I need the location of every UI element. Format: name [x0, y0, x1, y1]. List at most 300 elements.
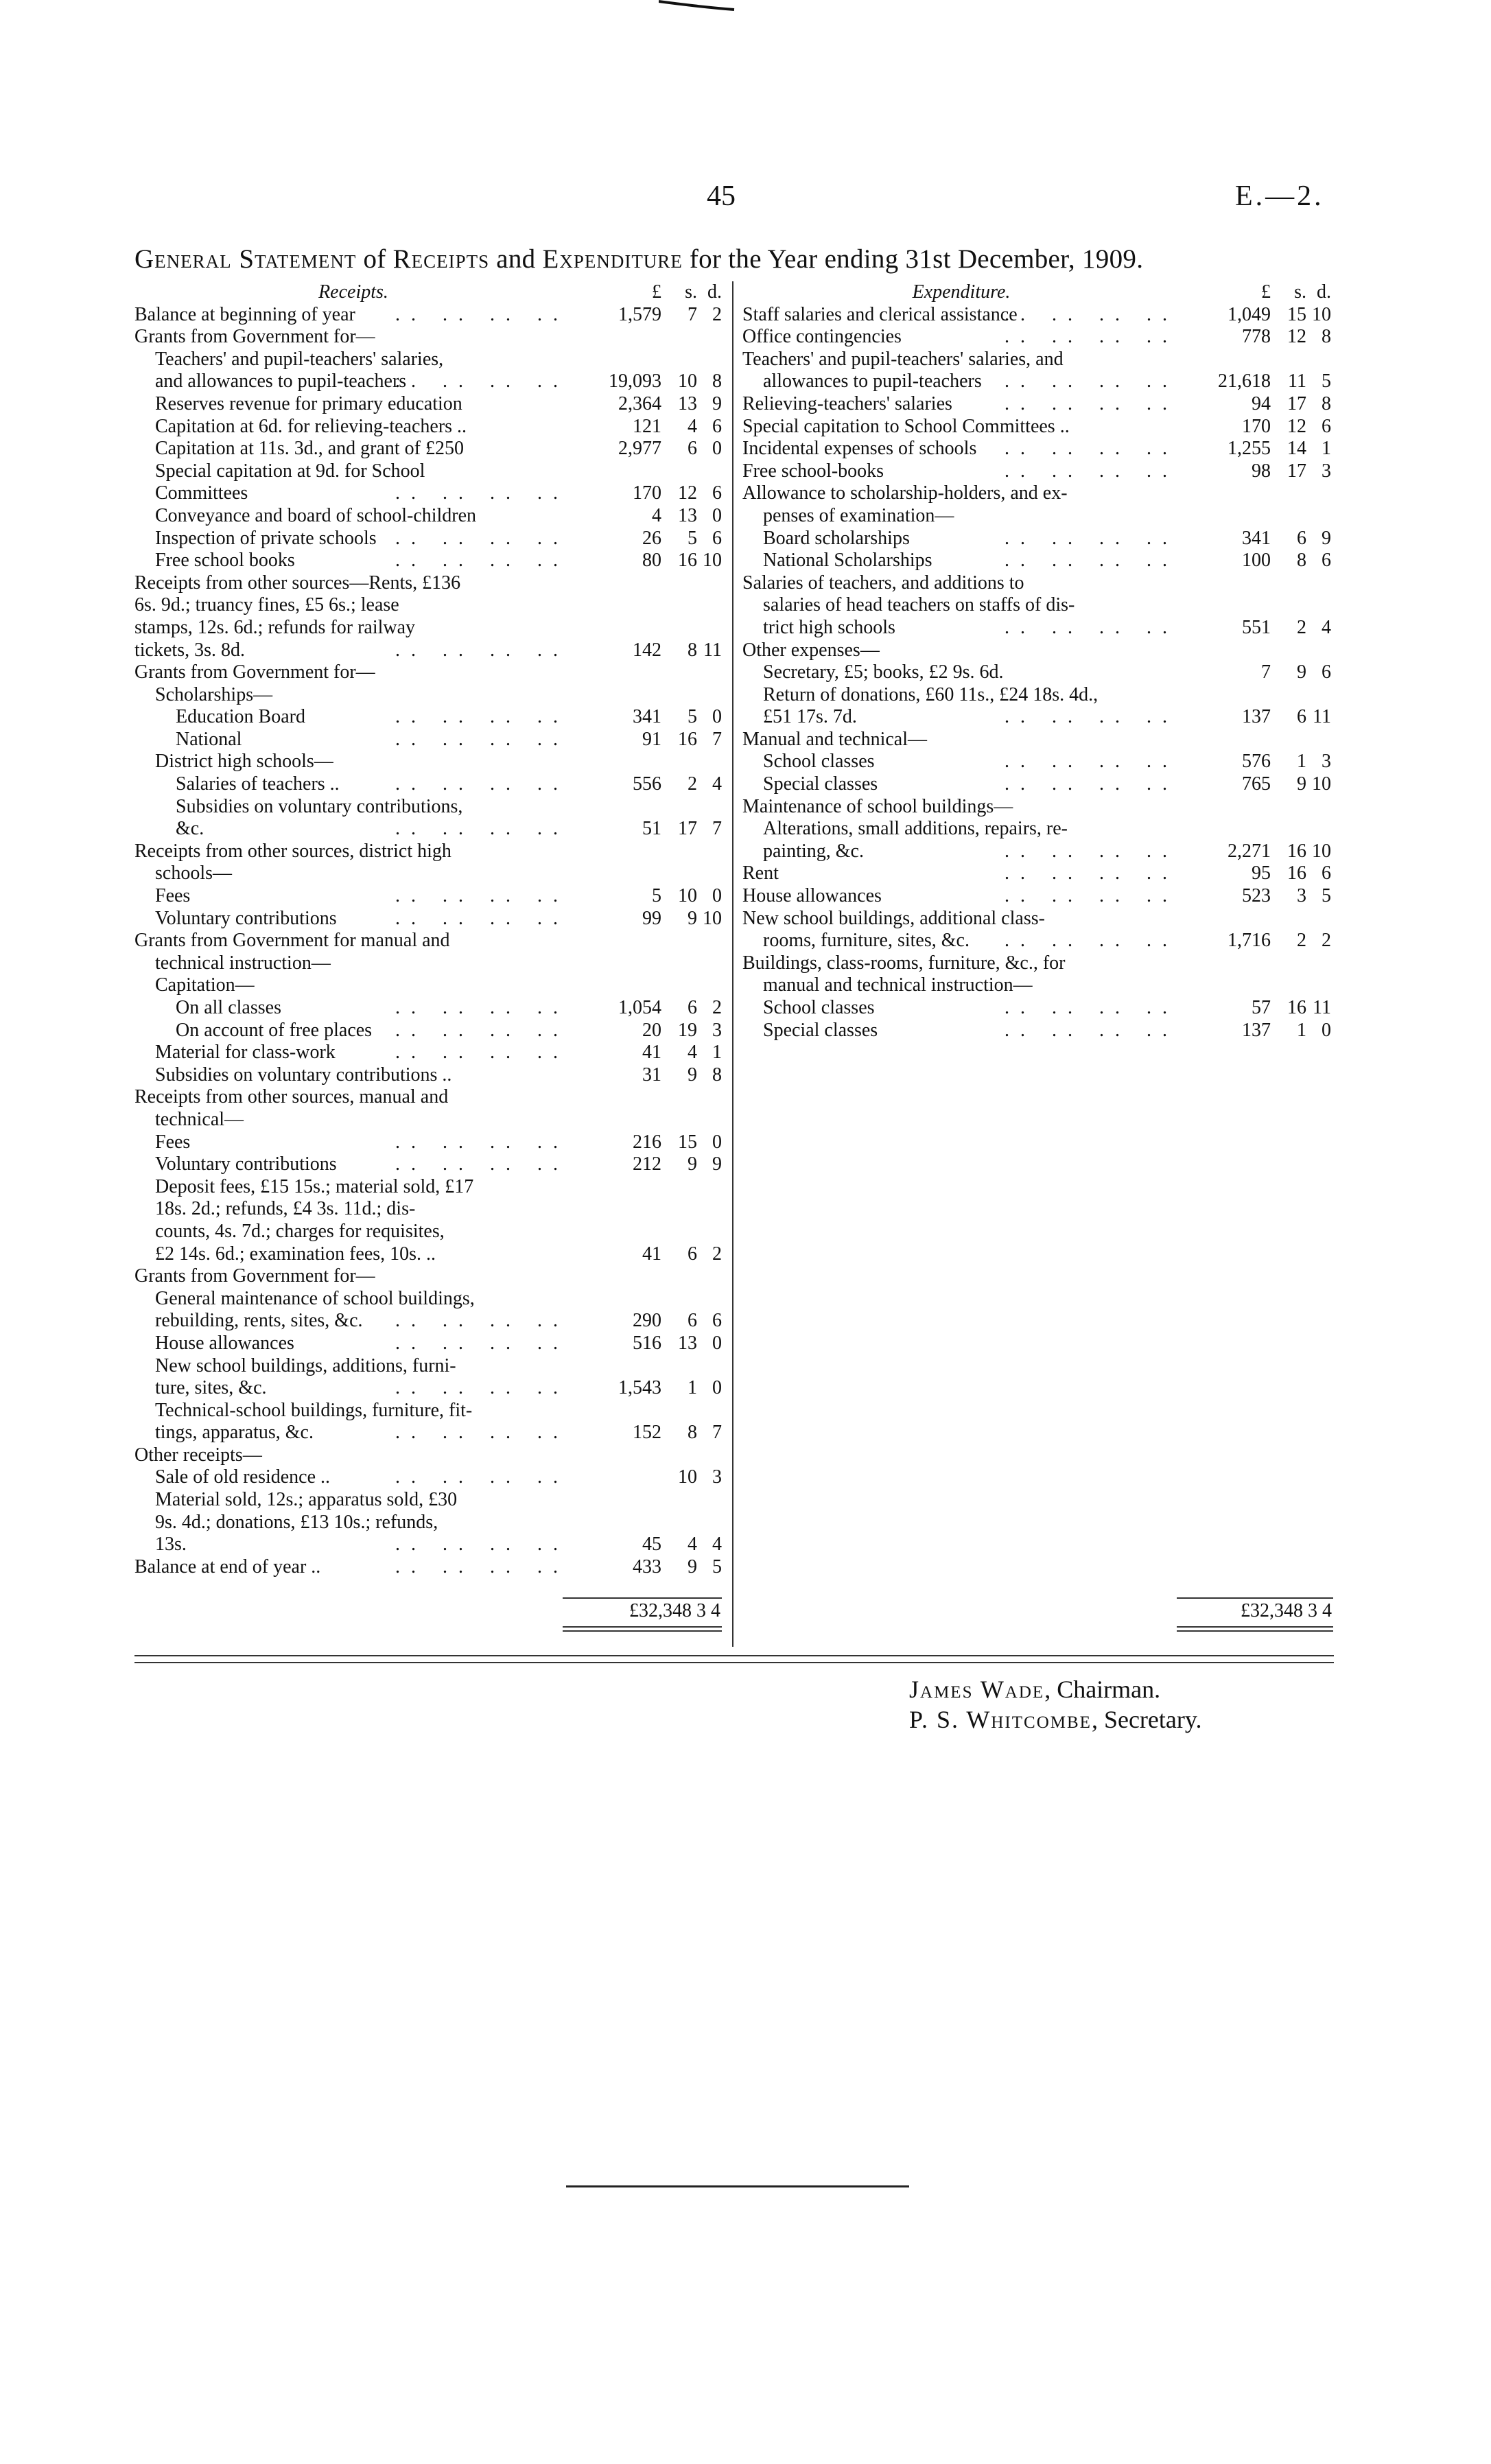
shillings-value: 8	[688, 1422, 697, 1444]
statement-title	[134, 244, 1342, 274]
shillings-value: 9	[688, 1064, 697, 1086]
receipt-amount	[572, 505, 723, 528]
shillings-value: 5	[688, 706, 697, 728]
receipt-label: stamps, 12s. 6d.; refunds for railway	[134, 616, 416, 638]
pounds-value: 21,618	[1218, 371, 1271, 392]
expenditure-row	[742, 1020, 1332, 1042]
expenditure-rows	[742, 304, 1332, 1042]
pounds-value: 576	[1242, 751, 1271, 773]
receipt-label: Voluntary contributions	[155, 907, 337, 929]
expenditure-row	[742, 482, 1332, 505]
receipt-label: Voluntary contributions	[155, 1153, 337, 1175]
expenditure-label: Rent	[742, 863, 779, 884]
shillings-value: 2	[688, 773, 697, 795]
pounds-value: 341	[633, 706, 661, 728]
receipt-row	[134, 1153, 723, 1176]
pence-value: 2	[712, 303, 722, 325]
pence-value: 1	[1322, 438, 1331, 460]
receipt-row	[134, 773, 723, 796]
pounds-value: 100	[1242, 550, 1271, 572]
expenditure-amount	[1182, 1020, 1332, 1042]
expenditure-row	[742, 640, 1332, 662]
pence-value: 10	[1312, 840, 1331, 862]
chairman-name: James Wade	[909, 1676, 1045, 1703]
expenditure-row	[742, 729, 1332, 751]
leader-dots: .. .. .. ..	[1005, 460, 1178, 482]
pounds-value: 20	[642, 1019, 661, 1041]
receipt-label: Capitation at 11s. 3d., and grant of £250	[155, 438, 464, 460]
receipt-row	[134, 841, 723, 863]
expenditure-label: salaries of head teachers on staffs of dis-	[763, 594, 1075, 616]
shillings-value: 6	[688, 1243, 697, 1265]
leader-dots: .. .. .. ..	[395, 818, 569, 840]
receipt-row	[134, 1444, 723, 1467]
expenditure-row	[742, 661, 1332, 684]
pence-value: 7	[712, 1422, 722, 1444]
pounds-value: 216	[633, 1131, 661, 1153]
leader-dots: .. .. .. ..	[395, 706, 569, 728]
expenditure-label: Staff salaries and clerical assistance	[742, 303, 1018, 325]
receipt-row	[134, 1310, 723, 1333]
receipt-label: rebuilding, rents, sites, &c.	[155, 1310, 363, 1332]
receipt-amount	[572, 1466, 723, 1489]
expenditure-row	[742, 393, 1332, 416]
receipt-row	[134, 729, 723, 751]
title-part: Receipts	[392, 244, 490, 274]
receipt-label: Material sold, 12s.; apparatus sold, £30	[155, 1489, 458, 1511]
receipt-label: ture, sites, &c.	[155, 1377, 267, 1399]
pence-value: 2	[712, 1243, 722, 1265]
receipt-amount	[572, 393, 723, 416]
expenditure-column	[742, 281, 1332, 1042]
receipt-label: Grants from Government for manual and	[134, 930, 450, 952]
leader-dots: .. .. .. ..	[395, 773, 569, 795]
shillings-value: 16	[678, 728, 697, 750]
pence-value: 5	[1322, 371, 1331, 392]
shillings-value: 6	[688, 997, 697, 1018]
receipt-amount	[572, 1422, 723, 1444]
receipt-amount	[572, 1556, 723, 1579]
receipt-label: 13s.	[155, 1534, 187, 1556]
pence-value: 11	[1313, 706, 1331, 728]
expenditure-amount	[1182, 304, 1332, 327]
expenditure-label: New school buildings, additional class-	[742, 907, 1045, 929]
expenditure-row	[742, 863, 1332, 885]
shillings-value: 6	[688, 1310, 697, 1332]
rule	[1177, 1630, 1333, 1632]
pence-value: 6	[712, 527, 722, 549]
shillings-value: 15	[678, 1131, 697, 1153]
pounds-value: 290	[633, 1310, 661, 1332]
receipt-amount	[572, 1042, 723, 1064]
chairman-role: , Chairman.	[1044, 1676, 1161, 1703]
pounds-header: £	[652, 281, 661, 303]
pounds-value: 1,255	[1228, 438, 1271, 460]
leader-dots: .. .. .. ..	[1005, 1019, 1178, 1041]
receipt-label: Subsidies on voluntary contributions ..	[155, 1064, 452, 1086]
pounds-value: 1,716	[1228, 930, 1271, 952]
currency-headers	[572, 281, 723, 304]
receipt-amount	[572, 482, 723, 505]
expenditure-label: Maintenance of school buildings—	[742, 795, 1013, 817]
pounds-value: 2,977	[618, 438, 661, 460]
leader-dots: .. .. .. ..	[395, 1377, 569, 1399]
receipt-row	[134, 796, 723, 819]
pounds-value: 4	[652, 504, 661, 526]
expenditure-label: manual and technical instruction—	[763, 974, 1033, 996]
receipt-label: House allowances	[155, 1332, 294, 1354]
pence-value: 3	[712, 1466, 722, 1488]
shillings-value: 17	[1287, 392, 1306, 414]
receipt-row	[134, 505, 723, 528]
expenditure-total-value: £32,348 3 4	[1241, 1600, 1332, 1621]
pence-value: 7	[712, 728, 722, 750]
receipt-amount	[572, 818, 723, 841]
expenditure-row	[742, 617, 1332, 640]
receipt-row	[134, 661, 723, 684]
receipt-row	[134, 572, 723, 595]
shillings-value: 12	[1287, 326, 1306, 348]
receipt-amount	[572, 1153, 723, 1176]
receipt-amount	[572, 1243, 723, 1266]
receipt-row	[134, 1020, 723, 1042]
shillings-value: 10	[678, 1466, 697, 1488]
expenditure-label: Relieving-teachers' salaries	[742, 392, 952, 414]
receipt-row	[134, 1377, 723, 1400]
receipt-row	[134, 706, 723, 729]
expenditure-amount	[1182, 930, 1332, 952]
expenditure-label: £51 17s. 7d.	[763, 706, 857, 728]
pounds-value: 26	[642, 527, 661, 549]
pounds-value: 51	[642, 818, 661, 840]
expenditure-row	[742, 505, 1332, 528]
receipt-label: Grants from Government for—	[134, 326, 375, 348]
pounds-value: 1,543	[618, 1377, 661, 1399]
shillings-value: 4	[688, 1534, 697, 1556]
pence-value: 6	[712, 482, 722, 504]
receipt-label: 6s. 9d.; truancy fines, £5 6s.; lease	[134, 594, 399, 616]
receipt-label: On account of free places	[176, 1019, 373, 1041]
receipt-label: Reserves revenue for primary education	[155, 392, 462, 414]
receipt-amount	[572, 304, 723, 327]
expenditure-label: Allowance to scholarship-holders, and ex-	[742, 482, 1068, 504]
pounds-value: 765	[1242, 773, 1271, 795]
receipt-row	[134, 1243, 723, 1266]
receipt-row	[134, 349, 723, 371]
pence-header: d.	[1317, 281, 1331, 303]
receipt-label: technical—	[155, 1108, 244, 1130]
leader-dots: .. .. .. ..	[395, 1310, 569, 1332]
expenditure-row	[742, 438, 1332, 460]
expenditure-amount	[1182, 997, 1332, 1020]
receipt-row	[134, 1265, 723, 1288]
receipt-amount	[572, 773, 723, 796]
receipt-label: Teachers' and pupil-teachers' salaries,	[155, 348, 444, 370]
pence-value: 8	[1322, 326, 1331, 348]
receipt-row	[134, 528, 723, 550]
expenditure-amount	[1182, 841, 1332, 863]
receipt-amount	[572, 640, 723, 662]
pence-value: 7	[712, 818, 722, 840]
expenditure-row	[742, 528, 1332, 550]
pounds-value: 98	[1252, 460, 1271, 482]
shillings-value: 10	[678, 885, 697, 907]
expenditure-label: National Scholarships	[763, 550, 932, 572]
leader-dots: .. .. .. ..	[1005, 997, 1178, 1018]
receipt-row	[134, 550, 723, 572]
expenditure-label: Special classes	[763, 1019, 878, 1041]
receipt-amount	[572, 1020, 723, 1042]
expenditure-row	[742, 371, 1332, 393]
title-part: for the Year ending 31st December, 1909.	[689, 244, 1144, 274]
expenditure-row	[742, 349, 1332, 371]
pence-value: 3	[712, 1019, 722, 1041]
receipt-label: Sale of old residence ..	[155, 1466, 331, 1488]
receipt-row	[134, 304, 723, 327]
receipt-amount	[572, 528, 723, 550]
pence-value: 10	[703, 550, 722, 572]
receipt-row	[134, 416, 723, 438]
shillings-value: 1	[1297, 751, 1306, 773]
page-number: 45	[707, 180, 736, 212]
pence-value: 5	[712, 1556, 722, 1577]
pounds-value: 31	[642, 1064, 661, 1086]
shillings-value: 16	[1287, 840, 1306, 862]
pence-value: 2	[712, 997, 722, 1018]
shillings-value: 1	[1297, 1019, 1306, 1041]
leader-dots: .. .. .. ..	[395, 1332, 569, 1354]
receipt-amount	[572, 416, 723, 438]
pounds-value: 121	[633, 415, 661, 437]
leader-dots: .. .. .. ..	[1005, 616, 1178, 638]
leader-dots: .. .. .. ..	[395, 639, 569, 661]
leader-dots: .. .. .. ..	[1005, 863, 1178, 884]
receipt-row	[134, 1221, 723, 1243]
receipt-label: New school buildings, additions, furni-	[155, 1354, 456, 1376]
pence-value: 6	[712, 415, 722, 437]
shillings-value: 9	[1297, 661, 1306, 683]
leader-dots: .. .. .. ..	[1005, 751, 1178, 773]
receipt-label: Receipts from other sources—Rents, £136	[134, 572, 461, 594]
shillings-header: s.	[685, 281, 697, 303]
receipt-label: Fees	[155, 1131, 191, 1153]
pence-value: 8	[1322, 392, 1331, 414]
expenditure-row	[742, 326, 1332, 349]
expenditure-label: Secretary, £5; books, £2 9s. 6d.	[763, 661, 1004, 683]
receipt-label: Balance at end of year ..	[134, 1556, 321, 1577]
pence-value: 3	[1322, 751, 1331, 773]
printer-mark	[659, 0, 741, 14]
leader-dots: .. .. .. ..	[1005, 773, 1178, 795]
expenditure-row	[742, 841, 1332, 863]
expenditure-row	[742, 594, 1332, 617]
expenditure-amount	[1182, 706, 1332, 729]
leader-dots: .. .. .. ..	[395, 1131, 569, 1153]
receipt-row	[134, 1466, 723, 1489]
leader-dots: .. .. .. ..	[395, 1042, 569, 1064]
pounds-value: 341	[1242, 527, 1271, 549]
expenditure-label: Special capitation to School Committees ..	[742, 415, 1070, 437]
table-bottom-rule	[134, 1662, 1334, 1663]
receipt-row	[134, 885, 723, 908]
table-bottom-rule	[134, 1655, 1334, 1656]
shillings-value: 2	[1297, 616, 1306, 638]
expenditure-row	[742, 572, 1332, 595]
pounds-value: 57	[1252, 997, 1271, 1018]
pounds-value: 433	[633, 1556, 661, 1577]
pounds-value: 523	[1242, 885, 1271, 907]
receipt-label: Capitation at 6d. for relieving-teachers ..	[155, 415, 467, 437]
shillings-value: 10	[678, 371, 697, 392]
leader-dots: .. .. .. ..	[395, 1019, 569, 1041]
expenditure-label: Board scholarships	[763, 527, 910, 549]
expenditure-label: School classes	[763, 751, 875, 773]
receipt-row	[134, 974, 723, 997]
receipt-amount	[572, 729, 723, 751]
expenditure-row	[742, 908, 1332, 930]
shillings-value: 17	[678, 818, 697, 840]
leader-dots: .. .. .. ..	[1005, 550, 1178, 572]
receipt-row	[134, 1176, 723, 1199]
expenditure-amount	[1182, 617, 1332, 640]
shillings-value: 15	[1287, 303, 1306, 325]
pounds-value: 137	[1242, 706, 1271, 728]
receipt-label: Salaries of teachers ..	[176, 773, 340, 795]
receipts-header-row	[134, 281, 723, 304]
receipt-label: 9s. 4d.; donations, £13 10s.; refunds,	[155, 1511, 438, 1533]
pence-value: 6	[1322, 863, 1331, 884]
pounds-value: 99	[642, 907, 661, 929]
shillings-value: 11	[1288, 371, 1306, 392]
pence-value: 6	[712, 1310, 722, 1332]
shillings-value: 3	[1297, 885, 1306, 907]
shillings-value: 1	[688, 1377, 697, 1399]
expenditure-label: Free school-books	[742, 460, 884, 482]
receipt-label: tings, apparatus, &c.	[155, 1422, 314, 1444]
receipt-label: and allowances to pupil-teachers	[155, 371, 407, 392]
receipt-label: Grants from Government for—	[134, 661, 375, 683]
receipts-column	[134, 281, 723, 1578]
shillings-value: 12	[1287, 415, 1306, 437]
receipt-row	[134, 930, 723, 952]
receipt-amount	[572, 997, 723, 1020]
shillings-value: 9	[688, 907, 697, 929]
title-part: of	[363, 244, 386, 274]
pounds-value: 91	[642, 728, 661, 750]
receipt-amount	[572, 908, 723, 930]
pence-value: 8	[712, 1064, 722, 1086]
leader-dots: .. .. .. ..	[395, 303, 569, 325]
receipt-row	[134, 818, 723, 841]
pence-value: 10	[1312, 773, 1331, 795]
expenditure-amount	[1182, 460, 1332, 483]
pounds-value: 80	[642, 550, 661, 572]
pence-value: 0	[712, 885, 722, 907]
pounds-value: 2,364	[618, 392, 661, 414]
expenditure-row	[742, 818, 1332, 841]
expenditure-header-row	[742, 281, 1332, 304]
receipt-row	[134, 1512, 723, 1534]
title-part: and	[496, 244, 536, 274]
receipt-amount	[572, 1534, 723, 1556]
expenditure-row	[742, 460, 1332, 483]
expenditure-amount	[1182, 885, 1332, 908]
leader-dots: .. .. .. ..	[1005, 706, 1178, 728]
expenditure-label: Buildings, class-rooms, furniture, &c., for	[742, 952, 1066, 974]
rule	[1177, 1597, 1333, 1599]
receipt-label: Conveyance and board of school-children	[155, 504, 477, 526]
leader-dots: .. .. .. ..	[1005, 371, 1178, 392]
receipt-row	[134, 1042, 723, 1064]
pence-value: 6	[1322, 550, 1331, 572]
expenditure-label: trict high schools	[763, 616, 895, 638]
receipt-amount	[572, 1377, 723, 1400]
title-part: General Statement	[134, 244, 357, 274]
expenditure-amount	[1182, 393, 1332, 416]
shillings-header: s.	[1294, 281, 1306, 303]
receipt-row	[134, 640, 723, 662]
receipt-row	[134, 1556, 723, 1579]
rule	[563, 1630, 722, 1632]
pence-value: 6	[1322, 415, 1331, 437]
receipt-label: schools—	[155, 863, 232, 884]
pence-value: 1	[712, 1042, 722, 1064]
receipt-row	[134, 594, 723, 617]
receipt-label: Other receipts—	[134, 1444, 262, 1466]
receipt-row	[134, 460, 723, 483]
receipt-label: Free school books	[155, 550, 295, 572]
receipt-label: Technical-school buildings, furniture, fit-	[155, 1399, 473, 1421]
pounds-value: 212	[633, 1153, 661, 1175]
leader-dots: .. .. .. ..	[1005, 885, 1178, 907]
pounds-value: 516	[633, 1332, 661, 1354]
expenditure-label: rooms, furniture, sites, &c.	[763, 930, 970, 952]
expenditure-amount	[1182, 416, 1332, 438]
pence-value: 0	[712, 1377, 722, 1399]
shillings-value: 6	[1297, 527, 1306, 549]
leader-dots: .. .. .. ..	[395, 907, 569, 929]
expenditure-amount	[1182, 326, 1332, 349]
pence-value: 10	[703, 907, 722, 929]
receipt-label: Material for class-work	[155, 1042, 336, 1064]
pounds-value: 1,054	[618, 997, 661, 1018]
receipt-row	[134, 908, 723, 930]
receipts-total	[563, 1597, 722, 1652]
receipt-label: counts, 4s. 7d.; charges for requisites,	[155, 1220, 445, 1242]
shillings-value: 7	[688, 303, 697, 325]
receipt-label: 18s. 2d.; refunds, £4 3s. 11d.; dis-	[155, 1198, 416, 1220]
leader-dots: .. .. .. ..	[1005, 438, 1178, 460]
pence-value: 4	[712, 1534, 722, 1556]
pence-value: 0	[712, 1332, 722, 1354]
pounds-value: 41	[642, 1042, 661, 1064]
expenditure-label: Special classes	[763, 773, 878, 795]
expenditure-row	[742, 885, 1332, 908]
expenditure-label: School classes	[763, 997, 875, 1018]
secretary-signature	[909, 1704, 1202, 1735]
shillings-value: 19	[678, 1019, 697, 1041]
expenditure-label: Other expenses—	[742, 639, 880, 661]
pounds-value: 152	[633, 1422, 661, 1444]
receipt-label: £2 14s. 6d.; examination fees, 10s. ..	[155, 1243, 436, 1265]
pence-value: 0	[712, 504, 722, 526]
receipt-label: Capitation—	[155, 974, 255, 996]
receipt-row	[134, 1355, 723, 1378]
receipt-row	[134, 1534, 723, 1556]
receipt-row	[134, 1064, 723, 1087]
expenditure-row	[742, 751, 1332, 773]
expenditure-total	[1177, 1597, 1333, 1652]
